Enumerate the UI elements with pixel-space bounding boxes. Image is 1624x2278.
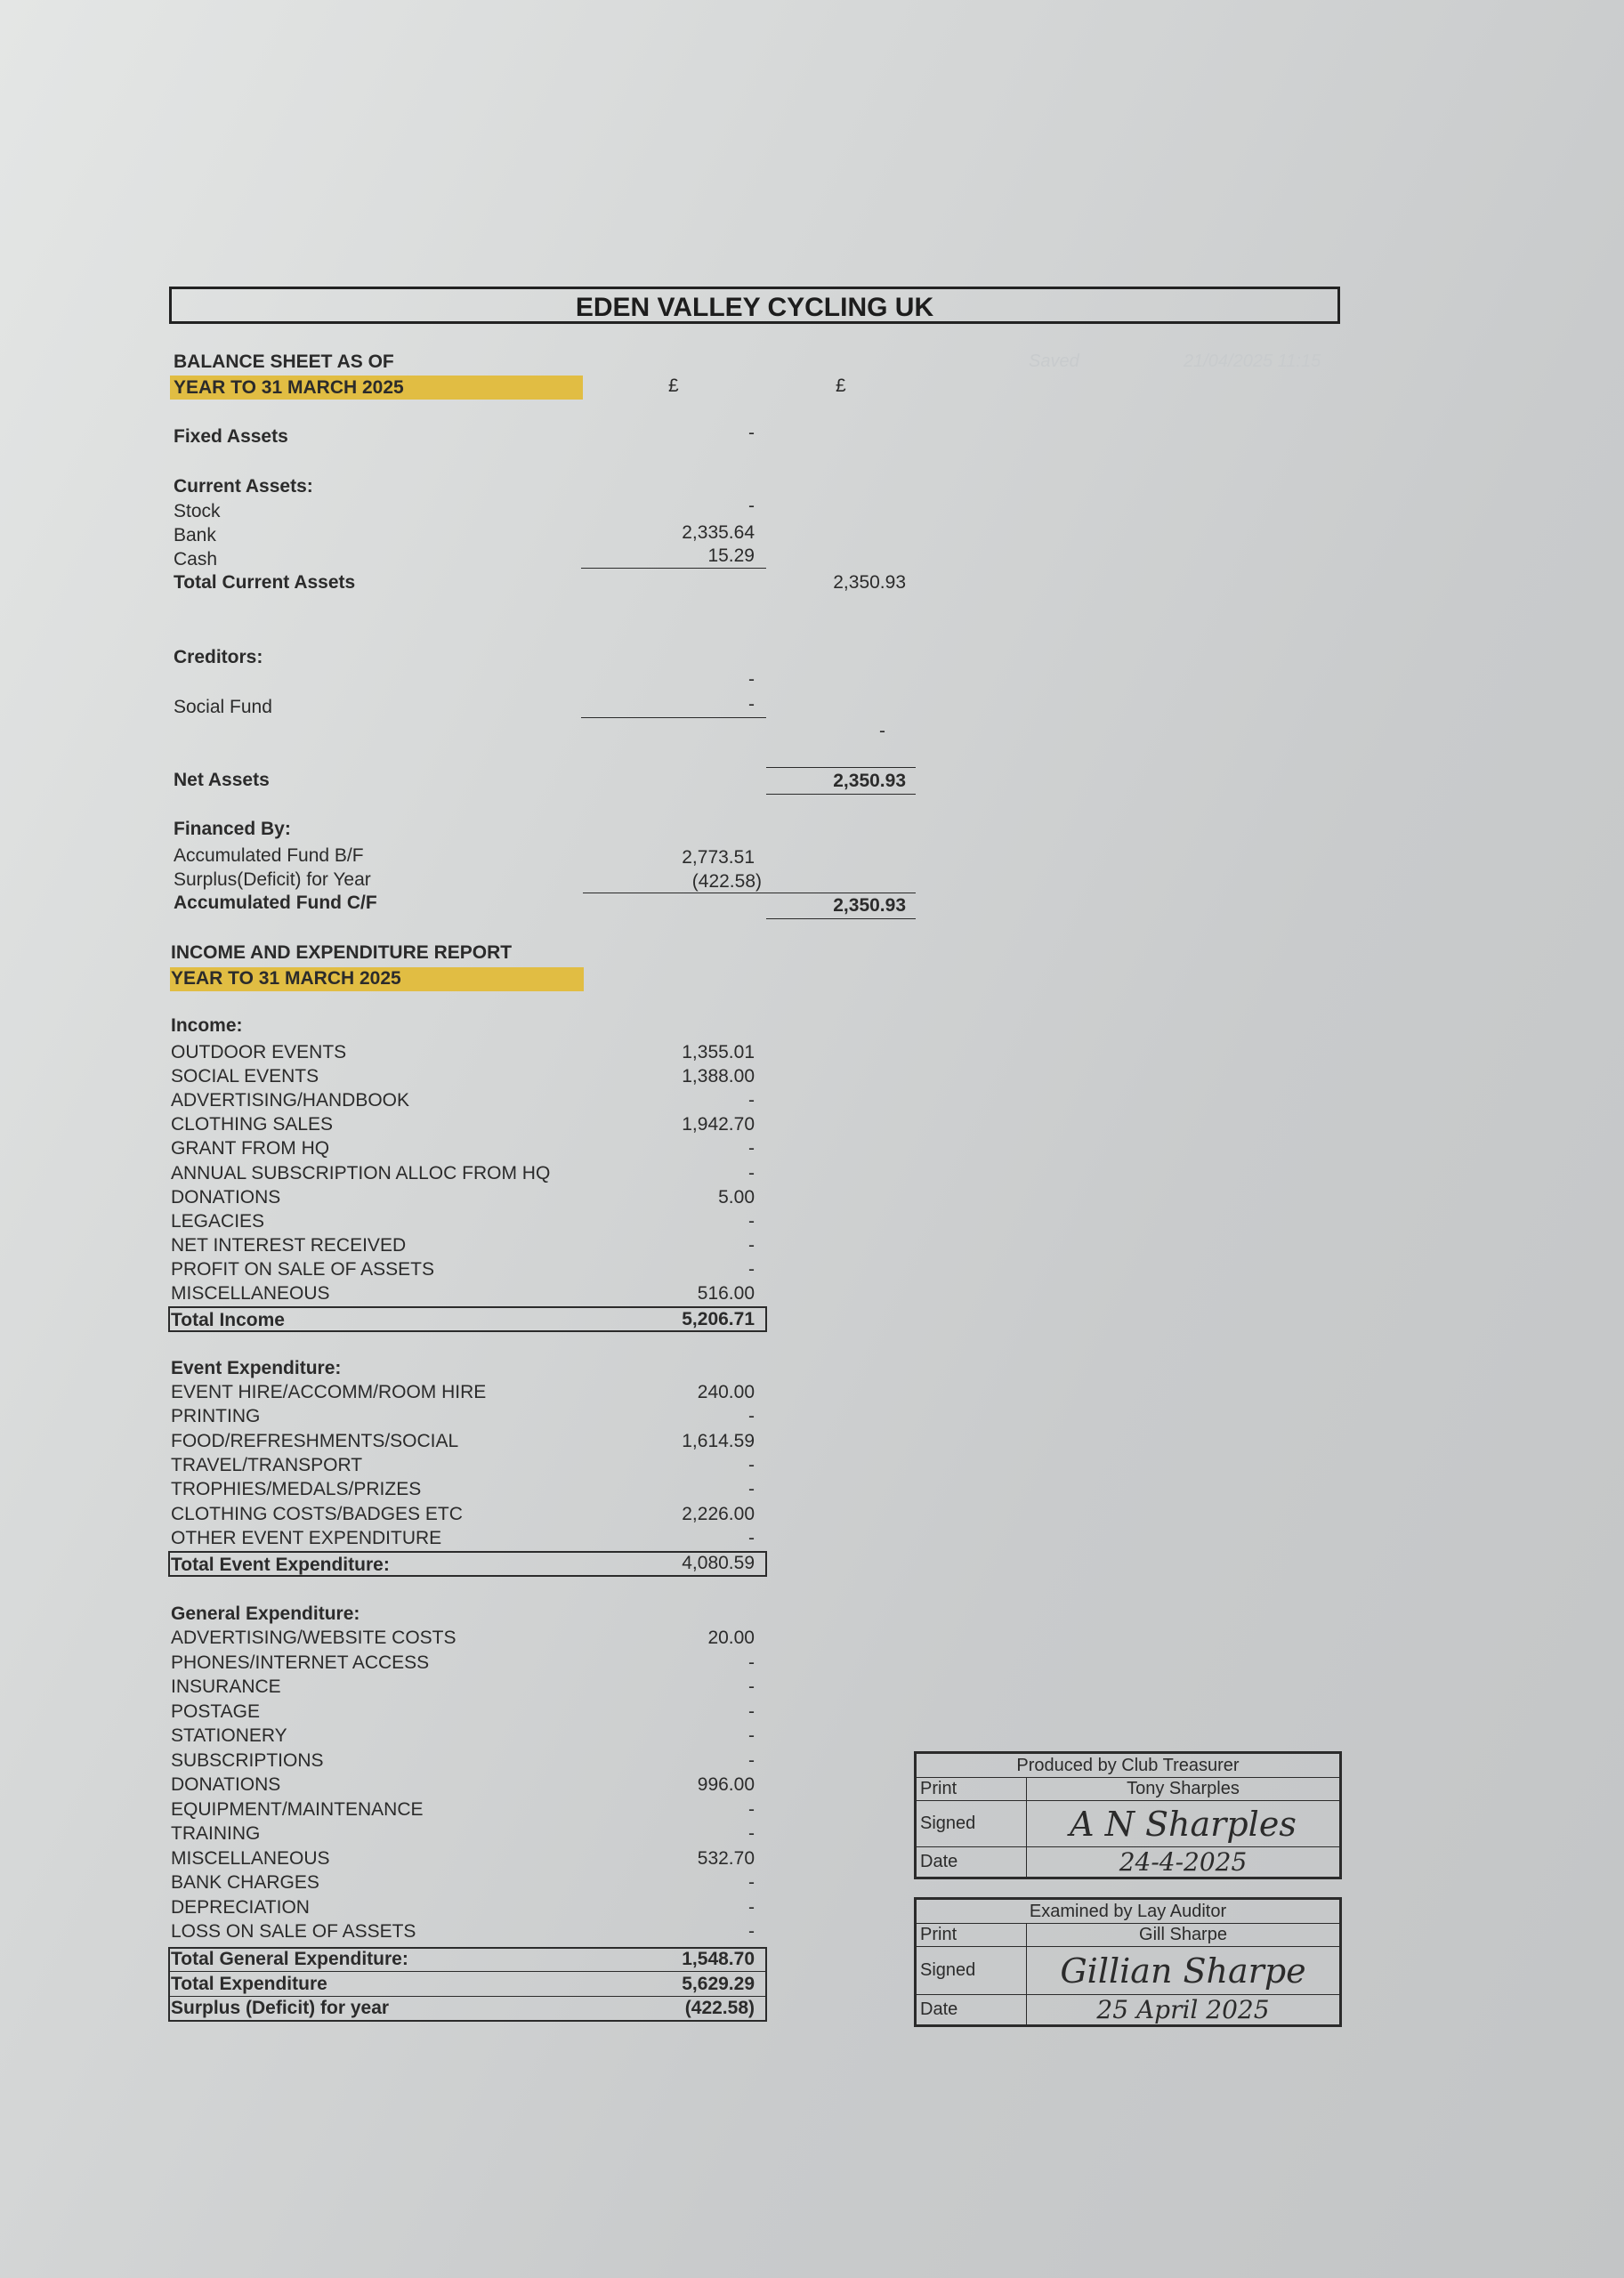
creditors-total-value: - bbox=[879, 721, 885, 741]
treasurer-table bbox=[914, 1751, 1342, 1879]
subtotal-rule bbox=[581, 568, 766, 569]
income-row-value: 1,355.01 bbox=[682, 1042, 755, 1062]
balance-period: YEAR TO 31 MARCH 2025 bbox=[174, 377, 404, 398]
general-row-label: LOSS ON SALE OF ASSETS bbox=[171, 1921, 416, 1942]
cash-value: 15.29 bbox=[707, 545, 755, 566]
event-row-label: TROPHIES/MEDALS/PRIZES bbox=[171, 1479, 422, 1500]
income-row-value: - bbox=[748, 1162, 755, 1183]
social-fund-label: Social Fund bbox=[174, 697, 272, 717]
event-row-label: TRAVEL/TRANSPORT bbox=[171, 1454, 363, 1475]
total-row-label: Total General Expenditure: bbox=[171, 1949, 408, 1969]
total-row-label: Total Expenditure bbox=[171, 1973, 327, 1994]
general-row-value: - bbox=[748, 1700, 755, 1722]
income-row-value: - bbox=[748, 1138, 755, 1159]
ie-heading: INCOME AND EXPENDITURE REPORT bbox=[171, 942, 513, 963]
fund-bf-label: Accumulated Fund B/F bbox=[174, 845, 364, 866]
general-row-label: BANK CHARGES bbox=[171, 1872, 319, 1893]
general-row-label: PHONES/INTERNET ACCESS bbox=[171, 1652, 430, 1673]
fixed-assets-label: Fixed Assets bbox=[174, 426, 288, 447]
auditor-date-value: 25 April 2025 bbox=[1027, 1995, 1341, 2026]
general-row-value: - bbox=[748, 1725, 755, 1746]
income-row-value: - bbox=[748, 1090, 755, 1111]
general-row-value: - bbox=[748, 1872, 755, 1893]
income-row-label: NET INTEREST RECEIVED bbox=[171, 1234, 407, 1256]
general-row-label: SUBSCRIPTIONS bbox=[171, 1749, 324, 1771]
event-row-value: - bbox=[748, 1527, 755, 1548]
income-row-value: 5.00 bbox=[718, 1186, 755, 1208]
auditor-signature: Gillian Sharpe bbox=[1027, 1947, 1341, 1995]
total-current-assets-label: Total Current Assets bbox=[174, 572, 356, 593]
general-row-value: 532.70 bbox=[697, 1847, 755, 1869]
income-row-label: LEGACIES bbox=[171, 1210, 265, 1232]
bank-value: 2,335.64 bbox=[682, 522, 755, 543]
general-row-value: - bbox=[748, 1823, 755, 1844]
surplus-year-label: Surplus(Deficit) for Year bbox=[174, 869, 371, 890]
creditors-rule bbox=[581, 717, 766, 718]
income-row-label: OUTDOOR EVENTS bbox=[171, 1042, 347, 1062]
creditors-blank-value: - bbox=[748, 669, 755, 690]
auditor-signed-label: Signed bbox=[916, 1947, 1027, 1995]
income-row-value: 516.00 bbox=[697, 1283, 755, 1304]
stock-value: - bbox=[748, 496, 755, 516]
income-row-value: - bbox=[748, 1234, 755, 1256]
treasurer-signature: A N Sharples bbox=[1027, 1801, 1341, 1847]
total-event-label: Total Event Expenditure: bbox=[171, 1555, 390, 1575]
general-row-label: STATIONERY bbox=[171, 1725, 287, 1746]
title-box bbox=[169, 287, 1340, 324]
event-row-label: CLOTHING COSTS/BADGES ETC bbox=[171, 1503, 463, 1524]
auditor-print-value: Gill Sharpe bbox=[1027, 1924, 1341, 1947]
auditor-table bbox=[914, 1897, 1342, 2027]
treasurer-date-label: Date bbox=[916, 1847, 1027, 1878]
general-row-value: - bbox=[748, 1676, 755, 1697]
general-row-value: - bbox=[748, 1798, 755, 1820]
net-assets-bottom-rule bbox=[766, 794, 916, 795]
income-row-label: MISCELLANEOUS bbox=[171, 1283, 330, 1304]
event-row-value: 1,614.59 bbox=[682, 1430, 755, 1451]
general-row-label: ADVERTISING/WEBSITE COSTS bbox=[171, 1628, 456, 1648]
event-row-value: - bbox=[748, 1479, 755, 1500]
auditor-header: Examined by Lay Auditor bbox=[916, 1899, 1341, 1924]
general-row-value: - bbox=[748, 1896, 755, 1918]
cash-label: Cash bbox=[174, 549, 218, 570]
general-row-value: - bbox=[748, 1749, 755, 1771]
event-row-value: 240.00 bbox=[697, 1382, 755, 1402]
income-row-label: ANNUAL SUBSCRIPTION ALLOC FROM HQ bbox=[171, 1162, 551, 1183]
income-row-value: - bbox=[748, 1258, 755, 1280]
fund-bf-value: 2,773.51 bbox=[682, 847, 755, 868]
general-row-value: - bbox=[748, 1652, 755, 1673]
total-row-value: 1,548.70 bbox=[682, 1949, 755, 1969]
income-row-value: - bbox=[748, 1210, 755, 1232]
event-row-value: 2,226.00 bbox=[682, 1503, 755, 1524]
general-row-label: DEPRECIATION bbox=[171, 1896, 310, 1918]
creditors-label: Creditors: bbox=[174, 647, 263, 667]
income-row-label: GRANT FROM HQ bbox=[171, 1138, 330, 1159]
fund-cf-value: 2,350.93 bbox=[833, 895, 906, 916]
current-assets-label: Current Assets: bbox=[174, 476, 313, 497]
total-row-value: (422.58) bbox=[684, 1998, 755, 2019]
general-row-label: INSURANCE bbox=[171, 1676, 281, 1697]
total-current-assets-value: 2,350.93 bbox=[833, 572, 906, 593]
balance-sheet-heading: BALANCE SHEET AS OF bbox=[174, 351, 394, 372]
total-row-value: 5,629.29 bbox=[682, 1973, 755, 1994]
document-title: EDEN VALLEY CYCLING UK bbox=[575, 293, 934, 322]
income-row-label: CLOTHING SALES bbox=[171, 1114, 334, 1135]
treasurer-header: Produced by Club Treasurer bbox=[916, 1753, 1341, 1778]
general-row-label: DONATIONS bbox=[171, 1774, 281, 1795]
social-fund-value: - bbox=[748, 694, 755, 715]
fund-cf-rule bbox=[766, 918, 916, 919]
currency-column-1: £ bbox=[668, 376, 679, 396]
income-row-label: ADVERTISING/HANDBOOK bbox=[171, 1090, 409, 1111]
treasurer-date-value: 24-4-2025 bbox=[1027, 1847, 1341, 1878]
auditor-date-label: Date bbox=[916, 1995, 1027, 2026]
bank-label: Bank bbox=[174, 525, 216, 545]
net-assets-label: Net Assets bbox=[174, 770, 270, 790]
financed-by-label: Financed By: bbox=[174, 819, 291, 839]
income-row-label: DONATIONS bbox=[171, 1186, 281, 1208]
income-row-label: PROFIT ON SALE OF ASSETS bbox=[171, 1258, 435, 1280]
saved-watermark: Saved bbox=[1029, 351, 1079, 371]
total-income-label: Total Income bbox=[171, 1310, 285, 1330]
event-row-value: - bbox=[748, 1454, 755, 1475]
income-row-label: SOCIAL EVENTS bbox=[171, 1066, 319, 1087]
total-event-value: 4,080.59 bbox=[682, 1553, 755, 1573]
general-expenditure-label: General Expenditure: bbox=[171, 1603, 360, 1624]
general-row-label: POSTAGE bbox=[171, 1700, 260, 1722]
timestamp-watermark: 21/04/2025 11:15 bbox=[1184, 351, 1321, 371]
total-row-label: Surplus (Deficit) for year bbox=[171, 1998, 390, 2019]
net-assets-top-rule bbox=[766, 767, 916, 768]
event-expenditure-label: Event Expenditure: bbox=[171, 1358, 342, 1378]
auditor-print-label: Print bbox=[916, 1924, 1027, 1947]
net-assets-value: 2,350.93 bbox=[833, 771, 906, 791]
currency-column-2: £ bbox=[836, 376, 846, 396]
event-row-label: FOOD/REFRESHMENTS/SOCIAL bbox=[171, 1430, 459, 1451]
total-income-value: 5,206.71 bbox=[682, 1309, 755, 1329]
stock-label: Stock bbox=[174, 501, 221, 521]
fund-cf-label: Accumulated Fund C/F bbox=[174, 893, 377, 913]
income-row-value: 1,942.70 bbox=[682, 1114, 755, 1135]
event-row-label: OTHER EVENT EXPENDITURE bbox=[171, 1527, 442, 1548]
income-row-value: 1,388.00 bbox=[682, 1066, 755, 1087]
event-row-label: EVENT HIRE/ACCOMM/ROOM HIRE bbox=[171, 1382, 487, 1402]
fixed-assets-value: - bbox=[748, 423, 755, 443]
general-row-value: 20.00 bbox=[707, 1628, 755, 1648]
ie-period: YEAR TO 31 MARCH 2025 bbox=[171, 968, 401, 989]
event-row-value: - bbox=[748, 1406, 755, 1427]
general-row-value: 996.00 bbox=[697, 1774, 755, 1795]
income-label: Income: bbox=[171, 1015, 243, 1036]
treasurer-signed-label: Signed bbox=[916, 1801, 1027, 1847]
general-row-label: EQUIPMENT/MAINTENANCE bbox=[171, 1798, 424, 1820]
surplus-year-value: (422.58) bbox=[691, 871, 762, 892]
treasurer-print-value: Tony Sharples bbox=[1027, 1778, 1341, 1801]
general-row-label: MISCELLANEOUS bbox=[171, 1847, 330, 1869]
treasurer-print-label: Print bbox=[916, 1778, 1027, 1801]
event-row-label: PRINTING bbox=[171, 1406, 261, 1427]
general-row-value: - bbox=[748, 1921, 755, 1942]
general-row-label: TRAINING bbox=[171, 1823, 261, 1844]
totals-divider-2 bbox=[168, 1996, 767, 1997]
totals-divider-1 bbox=[168, 1971, 767, 1972]
